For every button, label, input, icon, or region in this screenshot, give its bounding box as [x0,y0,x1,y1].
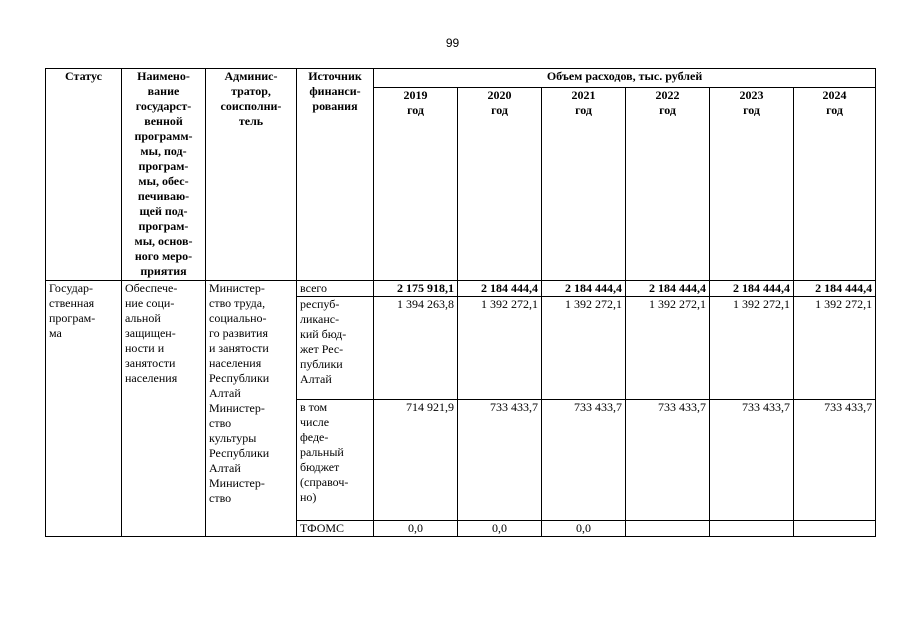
funding-source: респуб- ликанс- кий бюд- жет Рес- публики Алтай [297,297,374,400]
funding-value: 733 433,7 [626,400,710,521]
funding-value: 733 433,7 [794,400,876,521]
page-number: 99 [445,36,460,50]
funding-value: 1 392 272,1 [626,297,710,400]
header-administrator: Админис- тратор, соисполни- тель [206,69,297,281]
header-year-2020: 2020 год [458,88,542,281]
funding-value [626,521,710,537]
funding-value: 2 184 444,4 [542,281,626,297]
funding-value: 1 392 272,1 [458,297,542,400]
row-status: Государ- ственная програм- ма [46,281,122,537]
funding-value: 733 433,7 [458,400,542,521]
funding-value: 2 184 444,4 [458,281,542,297]
funding-value: 2 184 444,4 [794,281,876,297]
header-expenses: Объем расходов, тыс. рублей [374,69,876,88]
funding-value: 714 921,9 [374,400,458,521]
funding-value: 1 392 272,1 [794,297,876,400]
header-year-2019: 2019 год [374,88,458,281]
header-year-2021: 2021 год [542,88,626,281]
header-year-2023: 2023 год [710,88,794,281]
funding-value: 2 175 918,1 [374,281,458,297]
row-administrator: Министер- ство труда, социально- го развития и занятости населения Республики Алтай Министер- ство культуры Республики Алтай Министер- ство [206,281,297,537]
header-program-name: Наимено- вание государст- венной программ- мы, под- програм- мы, обес- печиваю- щей под- програм- мы, основ- ного меро- приятия [122,69,206,281]
header-status: Статус [46,69,122,281]
funding-value [710,521,794,537]
funding-source: ТФОМС [297,521,374,537]
funding-value: 0,0 [458,521,542,537]
funding-value: 2 184 444,4 [626,281,710,297]
funding-value: 733 433,7 [542,400,626,521]
header-year-2024: 2024 год [794,88,876,281]
funding-source: всего [297,281,374,297]
funding-value [794,521,876,537]
header-source: Источник финанси- рования [297,69,374,281]
funding-value: 1 392 272,1 [542,297,626,400]
budget-table [45,68,876,537]
funding-value: 733 433,7 [710,400,794,521]
funding-source: в том числе феде- ральный бюджет (справоч- но) [297,400,374,521]
header-year-2022: 2022 год [626,88,710,281]
row-program-name: Обеспече- ние соци- альной защищен- ности и занятости населения [122,281,206,537]
funding-value: 0,0 [542,521,626,537]
funding-value: 1 392 272,1 [710,297,794,400]
funding-value: 1 394 263,8 [374,297,458,400]
funding-value: 0,0 [374,521,458,537]
table-row [46,281,876,297]
funding-value: 2 184 444,4 [710,281,794,297]
